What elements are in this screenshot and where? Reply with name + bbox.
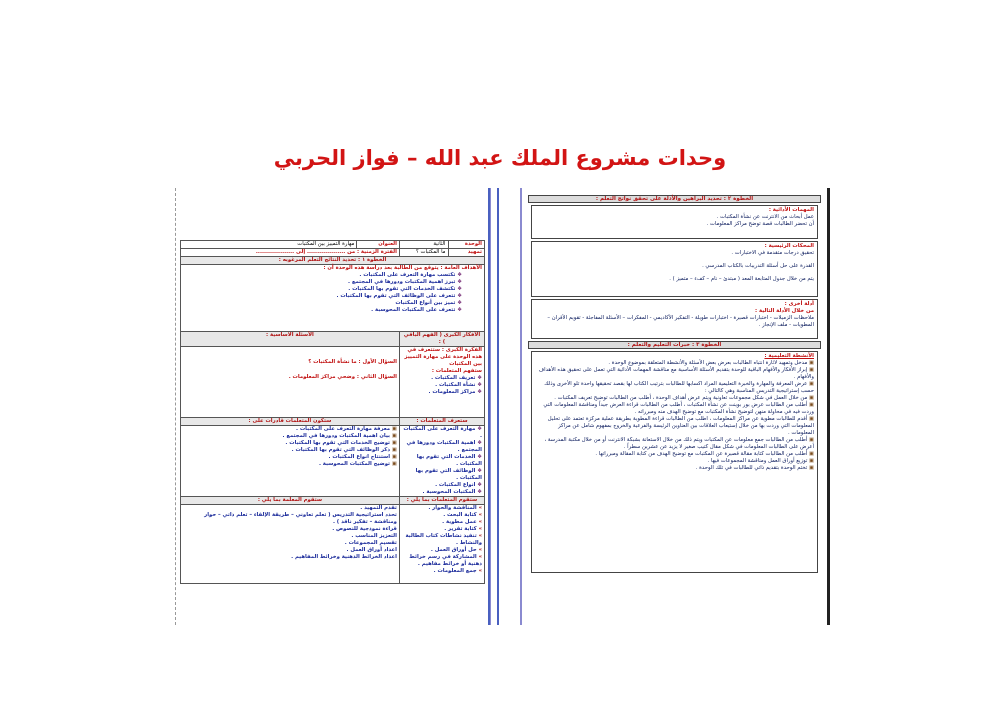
- other-evidence-box: [531, 299, 818, 339]
- criteria-box: [531, 241, 818, 297]
- know-label: ستعرف المتعلمات :: [399, 418, 484, 426]
- able-cell: [181, 426, 400, 497]
- know-item: ❖ الوظائف التي تقوم بها المكتبات .: [402, 468, 482, 482]
- student-activity: » كتابة تقرير .: [402, 526, 482, 533]
- step2-title: الخطوة ٢ : تحديد البراهين والأدلة على تحقق نواتج التعلم :: [528, 195, 821, 203]
- know-item: ❖ مهارة التعرف على المكتبات .: [402, 426, 482, 440]
- goals-cell: [181, 265, 485, 332]
- activity-item: ▣ أقدم للطالبات مطوية عن مراكز المعلومات ، اطلب من الطالبات قراءة المطوية بطريقة عملية مركزة تعتمد على تحليل المعلومات التي وردت بها من خلال إستيعاب العلاقات بين العناوين الرئيسة والفرعية والخروج بمفهوم شامل عن مراكز المعلومات .: [535, 416, 814, 437]
- activities-label: الأنشطة التعليمية :: [764, 353, 814, 359]
- understanding-item: ❖ تعريف المكتبات .: [402, 375, 482, 382]
- activity-item: ▣ توزيع أوراق العمل ومناقشة المجموعات فيها .: [535, 458, 814, 465]
- period-cell: الفترة الزمنية : من ................... إلى ...................: [181, 249, 400, 257]
- student-activity: » تنفيذ نشاطات كتاب الطالبة والنشاط .: [402, 533, 482, 547]
- goal-item: ❖ تبرز اهمية المكتبات ودورها في المجتمع .: [183, 279, 462, 286]
- students-do-cell: [399, 505, 484, 584]
- other-evidence-sub: من خلال الأدلة التالية :: [755, 308, 814, 314]
- goals-intro: الأهداف العامة : يتوقع من الطالبة بعد دراسة هذه الوحدة أن :: [323, 265, 482, 271]
- know-cell: [399, 426, 484, 497]
- teacher-activity: اعداد أوراق العمل .: [346, 547, 397, 553]
- teacher-activity: تقسيم المجموعات .: [344, 540, 397, 546]
- know-item: ❖ الخدمات التي تقوم بها المكتبات .: [402, 454, 482, 468]
- page-divider-right: [497, 188, 499, 625]
- page-divider-left: [488, 188, 490, 625]
- header-cell: مهارة التمييز بين المكتبات: [181, 241, 357, 249]
- teacher-activity: قراءة نموذجية للنصوص .: [332, 526, 397, 532]
- student-activity: » جمع المعلومات .: [402, 568, 482, 575]
- able-item: ▣ استنتاج انواع المكتبات .: [183, 454, 397, 461]
- evidence-section: [528, 195, 821, 573]
- teacher-do-cell: [181, 505, 400, 584]
- able-item: ▣ معرفة مهارة التعرف على المكتبات .: [183, 426, 397, 433]
- header-cell: الثانية: [399, 241, 448, 249]
- teacher-activity: التعزيز المناسب .: [351, 533, 397, 539]
- essential-questions-label: الأسئلة الاساسية :: [181, 332, 400, 347]
- activity-item: ▣ أطلب من الطالبات كتابة مقالة قصيرة عن المكتبات مع توضيح الهدف من كتابة المقالة ومبرراتها .: [535, 451, 814, 458]
- teacher-activity: تقدم التمهيد .: [360, 505, 397, 511]
- activity-item: ▣ تختم الوحدة بتقديم ذاتي للطالبات في تلك الوحدة .: [535, 465, 814, 472]
- goal-item: ❖ تكتشف الخدمات التي تقوم بها المكتبات .: [183, 286, 462, 293]
- activities-box: [531, 351, 818, 573]
- performance-label: المهمات الأدائية :: [768, 207, 814, 213]
- step1-title: الخطوة ١ : تحديد النتائج التعلم المرغوبه :: [181, 257, 485, 265]
- goal-item: ❖ تميز بين أنواع المكتبات: [183, 300, 462, 307]
- essential-questions-cell: [181, 347, 400, 418]
- criteria-label: المحكات الرئيسية :: [764, 243, 814, 249]
- left-page: [175, 188, 491, 625]
- right-page: [520, 188, 830, 625]
- students-do-label: ستقوم المتعلمات بما يلي :: [399, 497, 484, 505]
- student-activity: » عمل مطوية .: [402, 519, 482, 526]
- question-2: السؤال الثاني : وضحي مراكز المعلومات .: [288, 374, 397, 380]
- able-item: ▣ توضيح المكتبات المحوسبة .: [183, 461, 397, 468]
- know-item: ❖ المكتبات المحوسبة .: [402, 489, 482, 496]
- understanding-item: ❖ مراكز المعلومات .: [402, 389, 482, 396]
- header-cell: العنوان: [357, 241, 400, 249]
- activity-item: ▣ أطلب من الطالبات جمع معلومات عن المكتبات ويتم ذلك من خلال الاستعانة بشبكة الانترنت أو من خلال مكتبة المدرسة ، أعرض على الطالبات المعلومات في شكل مقال كتيب صغير لا يزيد عن عشرين سطراً .: [535, 437, 814, 451]
- other-evidence-label: أدلة أخرى :: [784, 301, 814, 307]
- other-evidence-text: ملاحظات الزميلات - اختبارات قصيرة - اختبارات طويلة - التفكير الأكاديمي - المفكرات – الأسئلة المفاجئة - تقويم الأقران – المطويات - ملف الإنجاز .: [547, 315, 814, 328]
- performance-item: أن تحضر الطالبات قصة توضح مراكز المعلومات .: [706, 221, 814, 227]
- header-cell: الوحدة: [448, 241, 484, 249]
- activity-item: ▣ عرض المعرفة والمهارة والخبرة التعليمية المراد اكسابها للطالبات بترتيب الكتاب لها بقصد تحقيقها واحدة تلو الأخرى وذلك حسب إستراتيجية التدريس المناسبة وهي كالتالي :: [535, 381, 814, 395]
- unit-plan-table: [180, 240, 485, 584]
- performance-item: عمل أبحاث من الانترنت عن نشأة المكتبات .: [716, 214, 814, 220]
- teacher-activity: تحدد استراتيجية التدريس ( تعلم تعاوني – طريقة الإلقاء – تعلم ذاتي – حوار ومناقشة – تفكير ناقد ) .: [204, 512, 397, 525]
- understandings-label: ستفهم المتعلمات :: [431, 368, 482, 374]
- criteria-item: القدرة على حل أسئلة التدريبات بالكتاب المدرسي .: [702, 263, 814, 269]
- activity-item: ▣ أطلب من الطالبات عرض بور بوينت عن نشأة المكتبات ، أطلب من الطالبات قراءة العرض جيداً ومناقشة المعلومات التي وردت فيه في محاولة منهن لتوضيح نشأة المكتبات مع توضيح الهدف منه ومبرراته .: [535, 402, 814, 416]
- student-activity: » المشاركة في رسم خرائط ذهنية أو خرائط مفاهيم .: [402, 554, 482, 568]
- able-item: ▣ توضيح الخدمات التي تقوم بها المكتبات .: [183, 440, 397, 447]
- able-label: ستكون المتعلمات قادرات على :: [181, 418, 400, 426]
- able-item: ▣ بيان اهمية المكتبات ودورها في المجتمع .: [183, 433, 397, 440]
- activity-item: ▣ إبراز الأفكار والأفهام الباقية للوحدة بتقديم الأسئلة الأساسية مع مناقشة المهمات الأدائية التي تعمل على تحقيق هذه الأهداف والأفهام .: [535, 367, 814, 381]
- big-ideas-label: الأفكار الكبرى ( الفهم الباقي ) :: [399, 332, 484, 347]
- header-cell: تمهيد: [448, 249, 484, 257]
- goal-item: ❖ تتعرف على الوظائف التي تقوم بها المكتبات .: [183, 293, 462, 300]
- performance-box: [531, 205, 818, 239]
- teacher-do-label: ستقوم المعلمة بما يلي :: [181, 497, 400, 505]
- header-cell: ما المكتبات ؟: [399, 249, 448, 257]
- teacher-activity: اعداد الخرائط الذهنية وخرائط المفاهيم .: [291, 554, 397, 560]
- know-item: ❖ اهمية المكتبات ودورها في المجتمع .: [402, 440, 482, 454]
- goal-item: ❖ تكتسب مهارة التعرف على المكتبات .: [183, 272, 462, 279]
- goal-item: ❖ تتعرف على المكتبات المحوسبة .: [183, 307, 462, 314]
- activity-item: ▣ مدخل وتمهيد لاثارة انتباه الطالبات بعرض بعض الأسئلة والأنشطة المتعلقة بموضوع الوحدة .: [535, 360, 814, 367]
- student-activity: » كتابة البحث .: [402, 512, 482, 519]
- know-item: ❖ انواع المكتبات .: [402, 482, 482, 489]
- student-activity: » المناقشة والحوار .: [402, 505, 482, 512]
- big-idea-text: الفكرة الكبرى : ستتعرف في هذه الوحدة على مهارة التمييز بين المكتبات: [404, 347, 482, 367]
- activity-item: ▣ من خلال العمل في شكل مجموعات تعاونية ويتم عرض أهداف الوحدة ، أطلب من الطالبات توضيح تعريف المكتبات .: [535, 395, 814, 402]
- understanding-item: ❖ نشأة المكتبات .: [402, 382, 482, 389]
- criteria-item: يتم من خلال جدول المتابعة المعد ( مبتدئ – نام – كفء – متميز ) .: [669, 276, 814, 282]
- student-activity: » حل أوراق العمل .: [402, 547, 482, 554]
- criteria-item: تحقيق درجات متقدمة في الاختبارات .: [731, 250, 814, 256]
- step3-title: الخطوة ٣ : خبرات التعليم والتعلم :: [528, 341, 821, 349]
- big-ideas-cell: [399, 347, 484, 418]
- page-title: وحدات مشروع الملك عبد الله – فواز الحربي: [273, 146, 727, 170]
- question-1: السؤال الأول : ما نشأة المكتبات ؟: [308, 359, 397, 365]
- able-item: ▣ ذكر الوظائف التي تقوم بها المكتبات .: [183, 447, 397, 454]
